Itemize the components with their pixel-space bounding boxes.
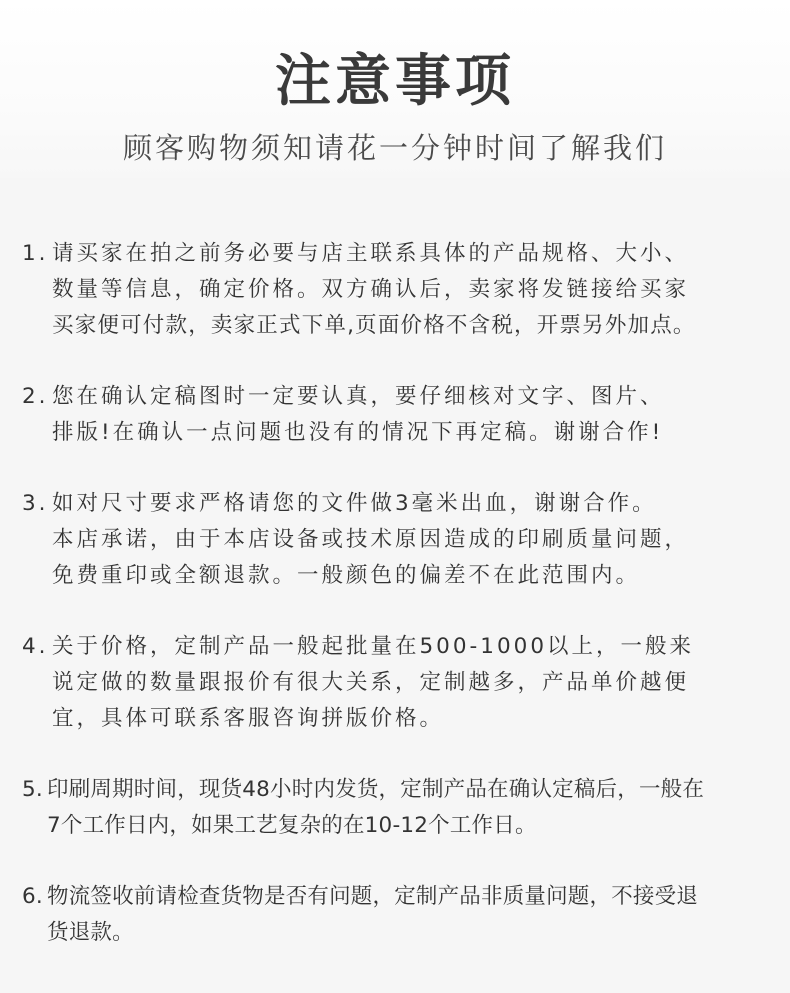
item-line: 您在确认定稿图时一定要认真，要仔细核对文字、图片、: [52, 384, 665, 409]
item-line: 宜，具体可联系客服咨询拼版价格。: [52, 706, 445, 731]
item-line: 免费重印或全额退款。一般颜色的偏差不在此范围内。: [52, 563, 641, 588]
item-line: 关于价格，定制产品一般起批量在500-1000以上，一般来: [52, 634, 695, 659]
item-line: 说定做的数量跟报价有很大关系，定制越多，产品单价越便: [52, 670, 690, 695]
notice-item-6: [0, 879, 790, 951]
item-text: [52, 486, 774, 594]
item-line: 7个工作日内，如果工艺复杂的在10-12个工作日。: [47, 813, 537, 838]
item-number: 6.: [22, 884, 43, 909]
notice-item-3: [0, 486, 790, 594]
item-number: 1.: [22, 241, 49, 266]
item-line: 如对尺寸要求严格请您的文件做3毫米出血，谢谢合作。: [52, 491, 657, 516]
notice-item-2: [0, 379, 790, 451]
header: [0, 0, 790, 178]
page-title: 注意事项: [275, 49, 515, 114]
page-subtitle: 顾客购物须知请花一分钟时间了解我们: [122, 131, 667, 165]
notice-list: [0, 178, 790, 993]
notice-item-5: [0, 772, 790, 844]
notice-item-1: [0, 236, 790, 344]
item-line: 本店承诺，由于本店设备或技术原因造成的印刷质量问题，: [52, 527, 690, 552]
item-line: 买家便可付款，卖家正式下单,页面价格不含税，开票另外加点。: [52, 313, 696, 338]
item-number: 5.: [22, 777, 43, 802]
item-text: [52, 236, 774, 344]
item-line: 货退款。: [47, 920, 134, 945]
item-line: 印刷周期时间，现货48小时内发货，定制产品在确认定稿后，一般在: [47, 777, 705, 802]
item-line: 排版!在确认一点问题也没有的情况下再定稿。谢谢合作!: [52, 420, 664, 445]
notice-item-4: [0, 629, 790, 737]
item-number: 3.: [22, 491, 49, 516]
item-text: [47, 879, 774, 951]
item-text: [47, 772, 774, 844]
item-line: 请买家在拍之前务必要与店主联系具体的产品规格、大小、: [52, 241, 690, 266]
item-line: 数量等信息，确定价格。双方确认后，卖家将发链接给买家: [52, 277, 690, 302]
item-line: 物流签收前请检查货物是否有问题，定制产品非质量问题，不接受退: [47, 884, 699, 909]
item-number: 2.: [22, 384, 49, 409]
item-number: 4.: [22, 634, 49, 659]
item-text: [52, 629, 774, 737]
item-text: [52, 379, 774, 451]
